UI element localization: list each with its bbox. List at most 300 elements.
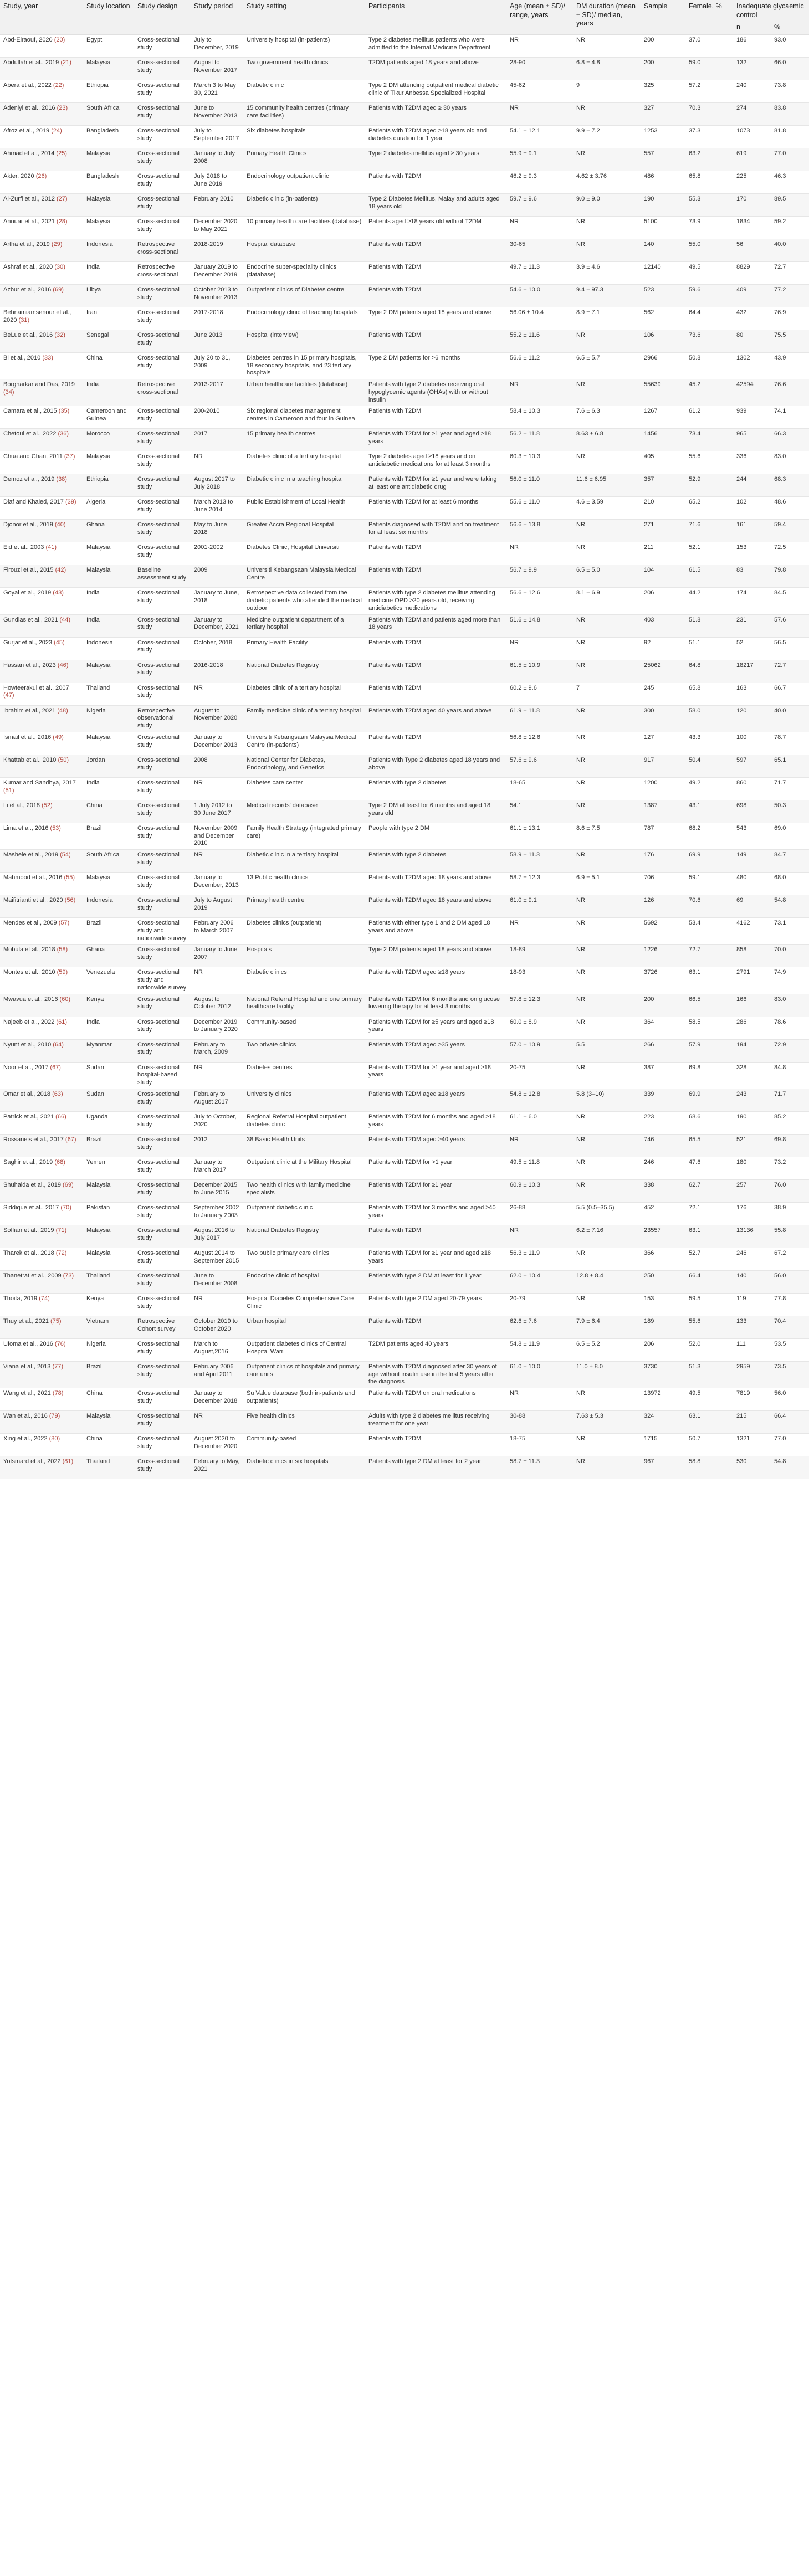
cell-participants: Patients diagnosed with T2DM and on treatment for at least six months	[365, 520, 506, 542]
reference-link[interactable]: (59)	[57, 969, 68, 976]
cell-setting: National Diabetes Registry	[243, 1225, 365, 1248]
cell-study	[0, 945, 83, 967]
reference-link[interactable]: (33)	[42, 354, 53, 361]
cell-dm-duration: NR	[573, 1248, 641, 1270]
cell-period: August to November 2017	[191, 57, 243, 80]
cell-age: 60.0 ± 8.9	[506, 1017, 573, 1039]
study-name: Goyal et al., 2019	[3, 589, 52, 597]
cell-pct: 71.7	[771, 1089, 809, 1111]
reference-link[interactable]: (74)	[39, 1295, 50, 1302]
cell-n: 619	[733, 148, 771, 171]
cell-participants: Adults with type 2 diabetes mellitus receiving treatment for one year	[365, 1411, 506, 1434]
cell-setting: Su Value database (both in-patients and outpatients)	[243, 1388, 365, 1411]
cell-participants: Type 2 Diabetes Mellitus, Malay and adults aged 18 years old	[365, 193, 506, 216]
cell-female: 53.4	[685, 918, 733, 945]
cell-female: 63.1	[685, 1411, 733, 1434]
cell-setting: Diabetic clinic (in-patients)	[243, 193, 365, 216]
reference-link[interactable]: (29)	[51, 240, 63, 248]
cell-participants: T2DM patients aged 18 years and above	[365, 57, 506, 80]
cell-female: 62.7	[685, 1179, 733, 1202]
cell-sample: 206	[641, 1338, 685, 1361]
table-row	[0, 1316, 809, 1338]
cell-location: Malaysia	[83, 542, 134, 565]
cell-location: Bangladesh	[83, 171, 134, 193]
study-name: Patrick et al., 2021	[3, 1113, 54, 1120]
cell-participants: Patients with T2DM	[365, 732, 506, 755]
cell-setting: Diabetes care center	[243, 777, 365, 800]
table-row	[0, 1411, 809, 1434]
cell-pct: 43.9	[771, 352, 809, 379]
cell-period: October 2013 to November 2013	[191, 284, 243, 307]
cell-location: South Africa	[83, 850, 134, 873]
reference-link[interactable]: (45)	[54, 639, 65, 646]
cell-sample: 1226	[641, 945, 685, 967]
cell-n: 4162	[733, 918, 771, 945]
cell-dm-duration: NR	[573, 1293, 641, 1316]
reference-link[interactable]: (52)	[42, 802, 53, 809]
cell-dm-duration: 7.6 ± 6.3	[573, 406, 641, 429]
reference-link[interactable]: (26)	[35, 172, 47, 179]
cell-study	[0, 873, 83, 895]
reference-link[interactable]: (23)	[57, 104, 68, 111]
cell-period: January to July 2008	[191, 148, 243, 171]
cell-dm-duration: 7	[573, 683, 641, 705]
cell-participants: Patients with Type 2 diabetes aged 18 years and above	[365, 755, 506, 777]
cell-age: 57.0 ± 10.9	[506, 1039, 573, 1062]
reference-link[interactable]: (66)	[55, 1113, 66, 1120]
reference-link[interactable]: (24)	[51, 127, 62, 134]
reference-link[interactable]: (75)	[50, 1317, 62, 1325]
cell-pct: 38.9	[771, 1202, 809, 1225]
cell-location: Bangladesh	[83, 125, 134, 148]
cell-location: Malaysia	[83, 1179, 134, 1202]
reference-link[interactable]: (60)	[59, 995, 71, 1003]
cell-participants: Patients with T2DM aged 40 years and above	[365, 705, 506, 732]
cell-female: 63.1	[685, 967, 733, 994]
cell-participants: Type 2 DM patients for >6 months	[365, 352, 506, 379]
cell-pct: 84.7	[771, 850, 809, 873]
reference-link[interactable]: (34)	[3, 388, 14, 396]
cell-period: January to December, 2013	[191, 873, 243, 895]
reference-link[interactable]: (35)	[58, 408, 70, 415]
cell-pct: 55.8	[771, 1225, 809, 1248]
cell-female: 65.2	[685, 497, 733, 520]
study-name: Omar et al., 2018	[3, 1090, 50, 1097]
cell-location: India	[83, 588, 134, 614]
cell-pct: 67.2	[771, 1248, 809, 1270]
table-row	[0, 994, 809, 1017]
cell-setting: Outpatient diabetic clinic	[243, 1202, 365, 1225]
cell-design: Cross-sectional study	[134, 451, 191, 474]
reference-link[interactable]: (69)	[53, 286, 64, 293]
cell-study	[0, 1293, 83, 1316]
cell-study	[0, 967, 83, 994]
reference-link[interactable]: (55)	[64, 874, 75, 881]
cell-participants: Patients with T2DM aged ≥18 years	[365, 1089, 506, 1111]
cell-location: India	[83, 777, 134, 800]
cell-pct: 72.7	[771, 660, 809, 683]
cell-n: 83	[733, 565, 771, 588]
cell-sample: 523	[641, 284, 685, 307]
cell-age: 58.4 ± 10.3	[506, 406, 573, 429]
cell-period: July 20 to 31, 2009	[191, 352, 243, 379]
cell-age: 62.0 ± 10.4	[506, 1270, 573, 1293]
cell-sample: 176	[641, 850, 685, 873]
cell-sample: 5100	[641, 216, 685, 239]
cell-design: Cross-sectional study	[134, 57, 191, 80]
cell-dm-duration: 9	[573, 80, 641, 102]
cell-location: Kenya	[83, 994, 134, 1017]
cell-location: Indonesia	[83, 895, 134, 918]
cell-n: 244	[733, 474, 771, 497]
reference-link[interactable]: (56)	[64, 897, 76, 904]
cell-sample: 967	[641, 1456, 685, 1479]
reference-link[interactable]: (27)	[57, 195, 68, 202]
cell-sample: 3726	[641, 967, 685, 994]
cell-setting: Family Health Strategy (integrated primary care)	[243, 823, 365, 849]
cell-age: 46.2 ± 9.3	[506, 171, 573, 193]
cell-age: 30-65	[506, 239, 573, 261]
study-name: Ismail et al., 2016	[3, 733, 52, 741]
cell-pct: 66.0	[771, 57, 809, 80]
reference-link[interactable]: (71)	[55, 1227, 67, 1234]
reference-link[interactable]: (42)	[55, 567, 66, 574]
cell-dm-duration: NR	[573, 614, 641, 637]
cell-female: 49.2	[685, 777, 733, 800]
cell-sample: 364	[641, 1017, 685, 1039]
cell-setting: Primary health centre	[243, 895, 365, 918]
study-name: Gundlas et al., 2021	[3, 616, 58, 623]
cell-period: November 2009 and December 2010	[191, 823, 243, 849]
cell-female: 73.4	[685, 429, 733, 451]
cell-n: 409	[733, 284, 771, 307]
study-name: Yotsmard et al., 2022	[3, 1458, 61, 1465]
cell-design: Cross-sectional study	[134, 284, 191, 307]
reference-link[interactable]: (37)	[64, 453, 75, 460]
reference-link[interactable]: (28)	[57, 218, 68, 225]
cell-dm-duration: 8.1 ± 6.9	[573, 588, 641, 614]
study-name: Eid et al., 2003	[3, 544, 44, 551]
cell-pct: 53.5	[771, 1338, 809, 1361]
study-name: Wan et al., 2016	[3, 1413, 48, 1420]
cell-age: 20-75	[506, 1062, 573, 1089]
reference-link[interactable]: (72)	[55, 1249, 67, 1256]
cell-dm-duration: NR	[573, 1134, 641, 1157]
cell-period: December 2020 to May 2021	[191, 216, 243, 239]
cell-dm-duration: 6.5 ± 5.2	[573, 1338, 641, 1361]
reference-link[interactable]: (31)	[18, 316, 30, 324]
reference-link[interactable]: (63)	[52, 1090, 63, 1097]
table-row	[0, 451, 809, 474]
cell-study	[0, 1089, 83, 1111]
cell-setting: Two public primary care clinics	[243, 1248, 365, 1270]
cell-n: 69	[733, 895, 771, 918]
cell-period: August to October 2012	[191, 994, 243, 1017]
cell-setting: 15 primary health centres	[243, 429, 365, 451]
reference-link[interactable]: (36)	[58, 430, 69, 438]
reference-link[interactable]: (38)	[56, 476, 67, 483]
cell-pct: 83.8	[771, 102, 809, 125]
reference-link[interactable]: (76)	[54, 1340, 66, 1347]
cell-setting: Greater Accra Regional Hospital	[243, 520, 365, 542]
study-name: Shuhaida et al., 2019	[3, 1181, 61, 1188]
study-name: Maifitrianti et al., 2020	[3, 897, 63, 904]
cell-design: Cross-sectional study	[134, 1456, 191, 1479]
cell-dm-duration: NR	[573, 994, 641, 1017]
table-row	[0, 895, 809, 918]
cell-n: 328	[733, 1062, 771, 1089]
reference-link[interactable]: (67)	[50, 1064, 61, 1071]
header-female: Female, %	[685, 0, 733, 34]
reference-link[interactable]: (22)	[53, 81, 64, 89]
cell-dm-duration: NR	[573, 330, 641, 352]
cell-n: 597	[733, 755, 771, 777]
reference-link[interactable]: (46)	[57, 661, 69, 669]
cell-female: 59.1	[685, 873, 733, 895]
cell-female: 58.0	[685, 705, 733, 732]
study-name: Montes et al., 2010	[3, 969, 55, 976]
table-row	[0, 497, 809, 520]
cell-design: Cross-sectional study	[134, 994, 191, 1017]
cell-setting: Universiti Kebangsaan Malaysia Medical Centre	[243, 565, 365, 588]
cell-pct: 71.7	[771, 777, 809, 800]
cell-period: February 2006 to March 2007	[191, 918, 243, 945]
reference-link[interactable]: (50)	[58, 756, 69, 763]
cell-design: Cross-sectional study	[134, 1361, 191, 1388]
cell-setting: University hospital (in-patients)	[243, 34, 365, 57]
reference-link[interactable]: (73)	[63, 1272, 74, 1279]
cell-location: India	[83, 379, 134, 406]
cell-participants: Patients with type 2 DM at least for 2 year	[365, 1456, 506, 1479]
cell-age: 61.1 ± 6.0	[506, 1111, 573, 1134]
cell-n: 530	[733, 1456, 771, 1479]
cell-dm-duration: 4.62 ± 3.76	[573, 171, 641, 193]
reference-link[interactable]: (49)	[53, 733, 64, 741]
table-row	[0, 614, 809, 637]
cell-period: 2017	[191, 429, 243, 451]
cell-location: Kenya	[83, 1293, 134, 1316]
cell-study	[0, 755, 83, 777]
cell-female: 65.8	[685, 171, 733, 193]
cell-setting: 10 primary health care facilities (database)	[243, 216, 365, 239]
cell-study	[0, 34, 83, 57]
cell-setting: Diabetic clinic in a teaching hospital	[243, 474, 365, 497]
table-row	[0, 705, 809, 732]
cell-participants: Type 2 DM patients aged 18 years and above	[365, 945, 506, 967]
table-row	[0, 429, 809, 451]
cell-sample: 5692	[641, 918, 685, 945]
header-participants: Participants	[365, 0, 506, 34]
study-name: Abera et al., 2022	[3, 81, 52, 89]
cell-n: 119	[733, 1293, 771, 1316]
cell-design: Cross-sectional study	[134, 895, 191, 918]
study-name: Li et al., 2018	[3, 802, 40, 809]
table-row	[0, 330, 809, 352]
cell-n: 243	[733, 1089, 771, 1111]
header-age: Age (mean ± SD)/ range, years	[506, 0, 573, 34]
table-row	[0, 1338, 809, 1361]
cell-age: 28-90	[506, 57, 573, 80]
cell-female: 51.8	[685, 614, 733, 637]
cell-study	[0, 1111, 83, 1134]
cell-sample: 557	[641, 148, 685, 171]
reference-link[interactable]: (67)	[65, 1136, 76, 1143]
table-row	[0, 520, 809, 542]
cell-age: 62.6 ± 7.6	[506, 1316, 573, 1338]
reference-link[interactable]: (69)	[63, 1181, 74, 1188]
cell-dm-duration: NR	[573, 102, 641, 125]
cell-n: 186	[733, 34, 771, 57]
reference-link[interactable]: (30)	[54, 263, 65, 270]
reference-link[interactable]: (81)	[62, 1458, 74, 1465]
cell-age: 30-88	[506, 1411, 573, 1434]
reference-link[interactable]: (80)	[49, 1435, 60, 1443]
cell-setting: National Referral Hospital and one primary healthcare facility	[243, 994, 365, 1017]
cell-pct: 81.8	[771, 125, 809, 148]
reference-link[interactable]: (47)	[3, 692, 14, 699]
cell-location: Myanmar	[83, 1039, 134, 1062]
study-name: Mobula et al., 2018	[3, 946, 55, 953]
reference-link[interactable]: (70)	[60, 1204, 71, 1211]
cell-pct: 59.4	[771, 520, 809, 542]
cell-study	[0, 474, 83, 497]
cell-participants: Patients with type 2 diabetes mellitus attending medicine OPD >20 years old, receiving antidiabetics medications	[365, 588, 506, 614]
cell-n: 132	[733, 57, 771, 80]
reference-link[interactable]: (53)	[50, 824, 61, 832]
cell-setting: Diabetes clinic of a tertiary hospital	[243, 451, 365, 474]
cell-participants: Patients with T2DM aged 18 years and above	[365, 895, 506, 918]
cell-age: 55.2 ± 11.6	[506, 330, 573, 352]
cell-participants: T2DM patients aged 40 years	[365, 1338, 506, 1361]
cell-period: 2016-2018	[191, 660, 243, 683]
reference-link[interactable]: (57)	[58, 920, 70, 927]
table-row	[0, 34, 809, 57]
cell-location: Thailand	[83, 1270, 134, 1293]
cell-dm-duration: 3.9 ± 4.6	[573, 261, 641, 284]
study-name: Chetoui et al., 2022	[3, 430, 57, 438]
cell-dm-duration: 6.9 ± 5.1	[573, 873, 641, 895]
cell-pct: 72.5	[771, 542, 809, 565]
cell-female: 72.1	[685, 1202, 733, 1225]
cell-study	[0, 451, 83, 474]
cell-design: Cross-sectional study	[134, 1388, 191, 1411]
cell-pct: 76.6	[771, 379, 809, 406]
cell-study	[0, 1434, 83, 1456]
reference-link[interactable]: (51)	[3, 787, 14, 794]
header-sample: Sample	[641, 0, 685, 34]
cell-dm-duration: 8.63 ± 6.8	[573, 429, 641, 451]
reference-link[interactable]: (41)	[45, 544, 57, 551]
reference-link[interactable]: (68)	[54, 1158, 65, 1166]
cell-pct: 93.0	[771, 34, 809, 57]
cell-dm-duration: NR	[573, 148, 641, 171]
study-name: Chua and Chan, 2011	[3, 453, 63, 460]
reference-link[interactable]: (48)	[57, 707, 68, 714]
cell-sample: 106	[641, 330, 685, 352]
cell-setting: Diabetic clinics in six hospitals	[243, 1456, 365, 1479]
cell-age: 56.8 ± 12.6	[506, 732, 573, 755]
cell-pct: 56.0	[771, 1270, 809, 1293]
reference-link[interactable]: (64)	[53, 1041, 64, 1048]
reference-link[interactable]: (20)	[54, 36, 65, 43]
reference-link[interactable]: (61)	[56, 1018, 67, 1025]
cell-participants: Patients with either type 1 and 2 DM aged 18 years and above	[365, 918, 506, 945]
cell-dm-duration: 9.9 ± 7.2	[573, 125, 641, 148]
reference-link[interactable]: (40)	[54, 521, 66, 528]
cell-period: January to June 2007	[191, 945, 243, 967]
study-name: Wang et al., 2021	[3, 1390, 51, 1397]
cell-study	[0, 705, 83, 732]
cell-study	[0, 823, 83, 849]
reference-link[interactable]: (58)	[57, 946, 68, 953]
cell-design: Cross-sectional study	[134, 1434, 191, 1456]
cell-pct: 72.9	[771, 1039, 809, 1062]
header-location: Study location	[83, 0, 134, 34]
cell-study	[0, 406, 83, 429]
cell-pct: 89.5	[771, 193, 809, 216]
cell-setting: Outpatient clinics of Diabetes centre	[243, 284, 365, 307]
cell-participants: People with type 2 DM	[365, 823, 506, 849]
cell-design: Cross-sectional study	[134, 520, 191, 542]
cell-n: 80	[733, 330, 771, 352]
reference-link[interactable]: (39)	[65, 499, 76, 506]
cell-age: NR	[506, 542, 573, 565]
cell-participants: Patients with T2DM aged ≥18 years	[365, 967, 506, 994]
reference-link[interactable]: (25)	[56, 150, 67, 157]
cell-pct: 83.0	[771, 994, 809, 1017]
cell-n: 180	[733, 1157, 771, 1179]
cell-design: Cross-sectional study	[134, 755, 191, 777]
cell-design: Retrospective Cohort survey	[134, 1316, 191, 1338]
reference-link[interactable]: (77)	[52, 1363, 64, 1370]
cell-design: Cross-sectional study	[134, 945, 191, 967]
cell-participants: Patients with type 2 diabetes	[365, 777, 506, 800]
table-row	[0, 261, 809, 284]
reference-link[interactable]: (44)	[59, 616, 71, 623]
cell-n: 965	[733, 429, 771, 451]
reference-link[interactable]: (43)	[53, 589, 64, 597]
reference-link[interactable]: (21)	[60, 59, 71, 66]
cell-female: 69.8	[685, 1062, 733, 1089]
cell-study	[0, 148, 83, 171]
cell-design: Cross-sectional study	[134, 171, 191, 193]
cell-design: Cross-sectional study and nationwide survey	[134, 918, 191, 945]
cell-setting: Endocrine super-speciality clinics (database)	[243, 261, 365, 284]
study-name: Tharek et al., 2018	[3, 1249, 54, 1256]
cell-participants: Patients with T2DM	[365, 1225, 506, 1248]
cell-sample: 2966	[641, 352, 685, 379]
cell-design: Cross-sectional study	[134, 542, 191, 565]
reference-link[interactable]: (79)	[49, 1413, 60, 1420]
reference-link[interactable]: (78)	[52, 1390, 64, 1397]
cell-n: 2791	[733, 967, 771, 994]
cell-location: Vietnam	[83, 1316, 134, 1338]
cell-setting: Hospital (interview)	[243, 330, 365, 352]
cell-female: 51.1	[685, 637, 733, 660]
cell-participants: Patients with T2DM diagnosed after 30 years of age without insulin use in the first 5 years after the diagnosis	[365, 1361, 506, 1388]
reference-link[interactable]: (54)	[60, 851, 71, 859]
reference-link[interactable]: (32)	[54, 331, 65, 338]
cell-age: 56.7 ± 9.9	[506, 565, 573, 588]
cell-female: 61.2	[685, 406, 733, 429]
cell-participants: Type 2 DM at least for 6 months and aged 18 years old	[365, 800, 506, 823]
cell-setting: Diabetes clinic of a tertiary hospital	[243, 683, 365, 705]
table-row	[0, 80, 809, 102]
table-row	[0, 873, 809, 895]
cell-dm-duration: NR	[573, 732, 641, 755]
cell-age: NR	[506, 379, 573, 406]
cell-participants: Patients with T2DM for ≥1 year and aged ≥18 years	[365, 1248, 506, 1270]
